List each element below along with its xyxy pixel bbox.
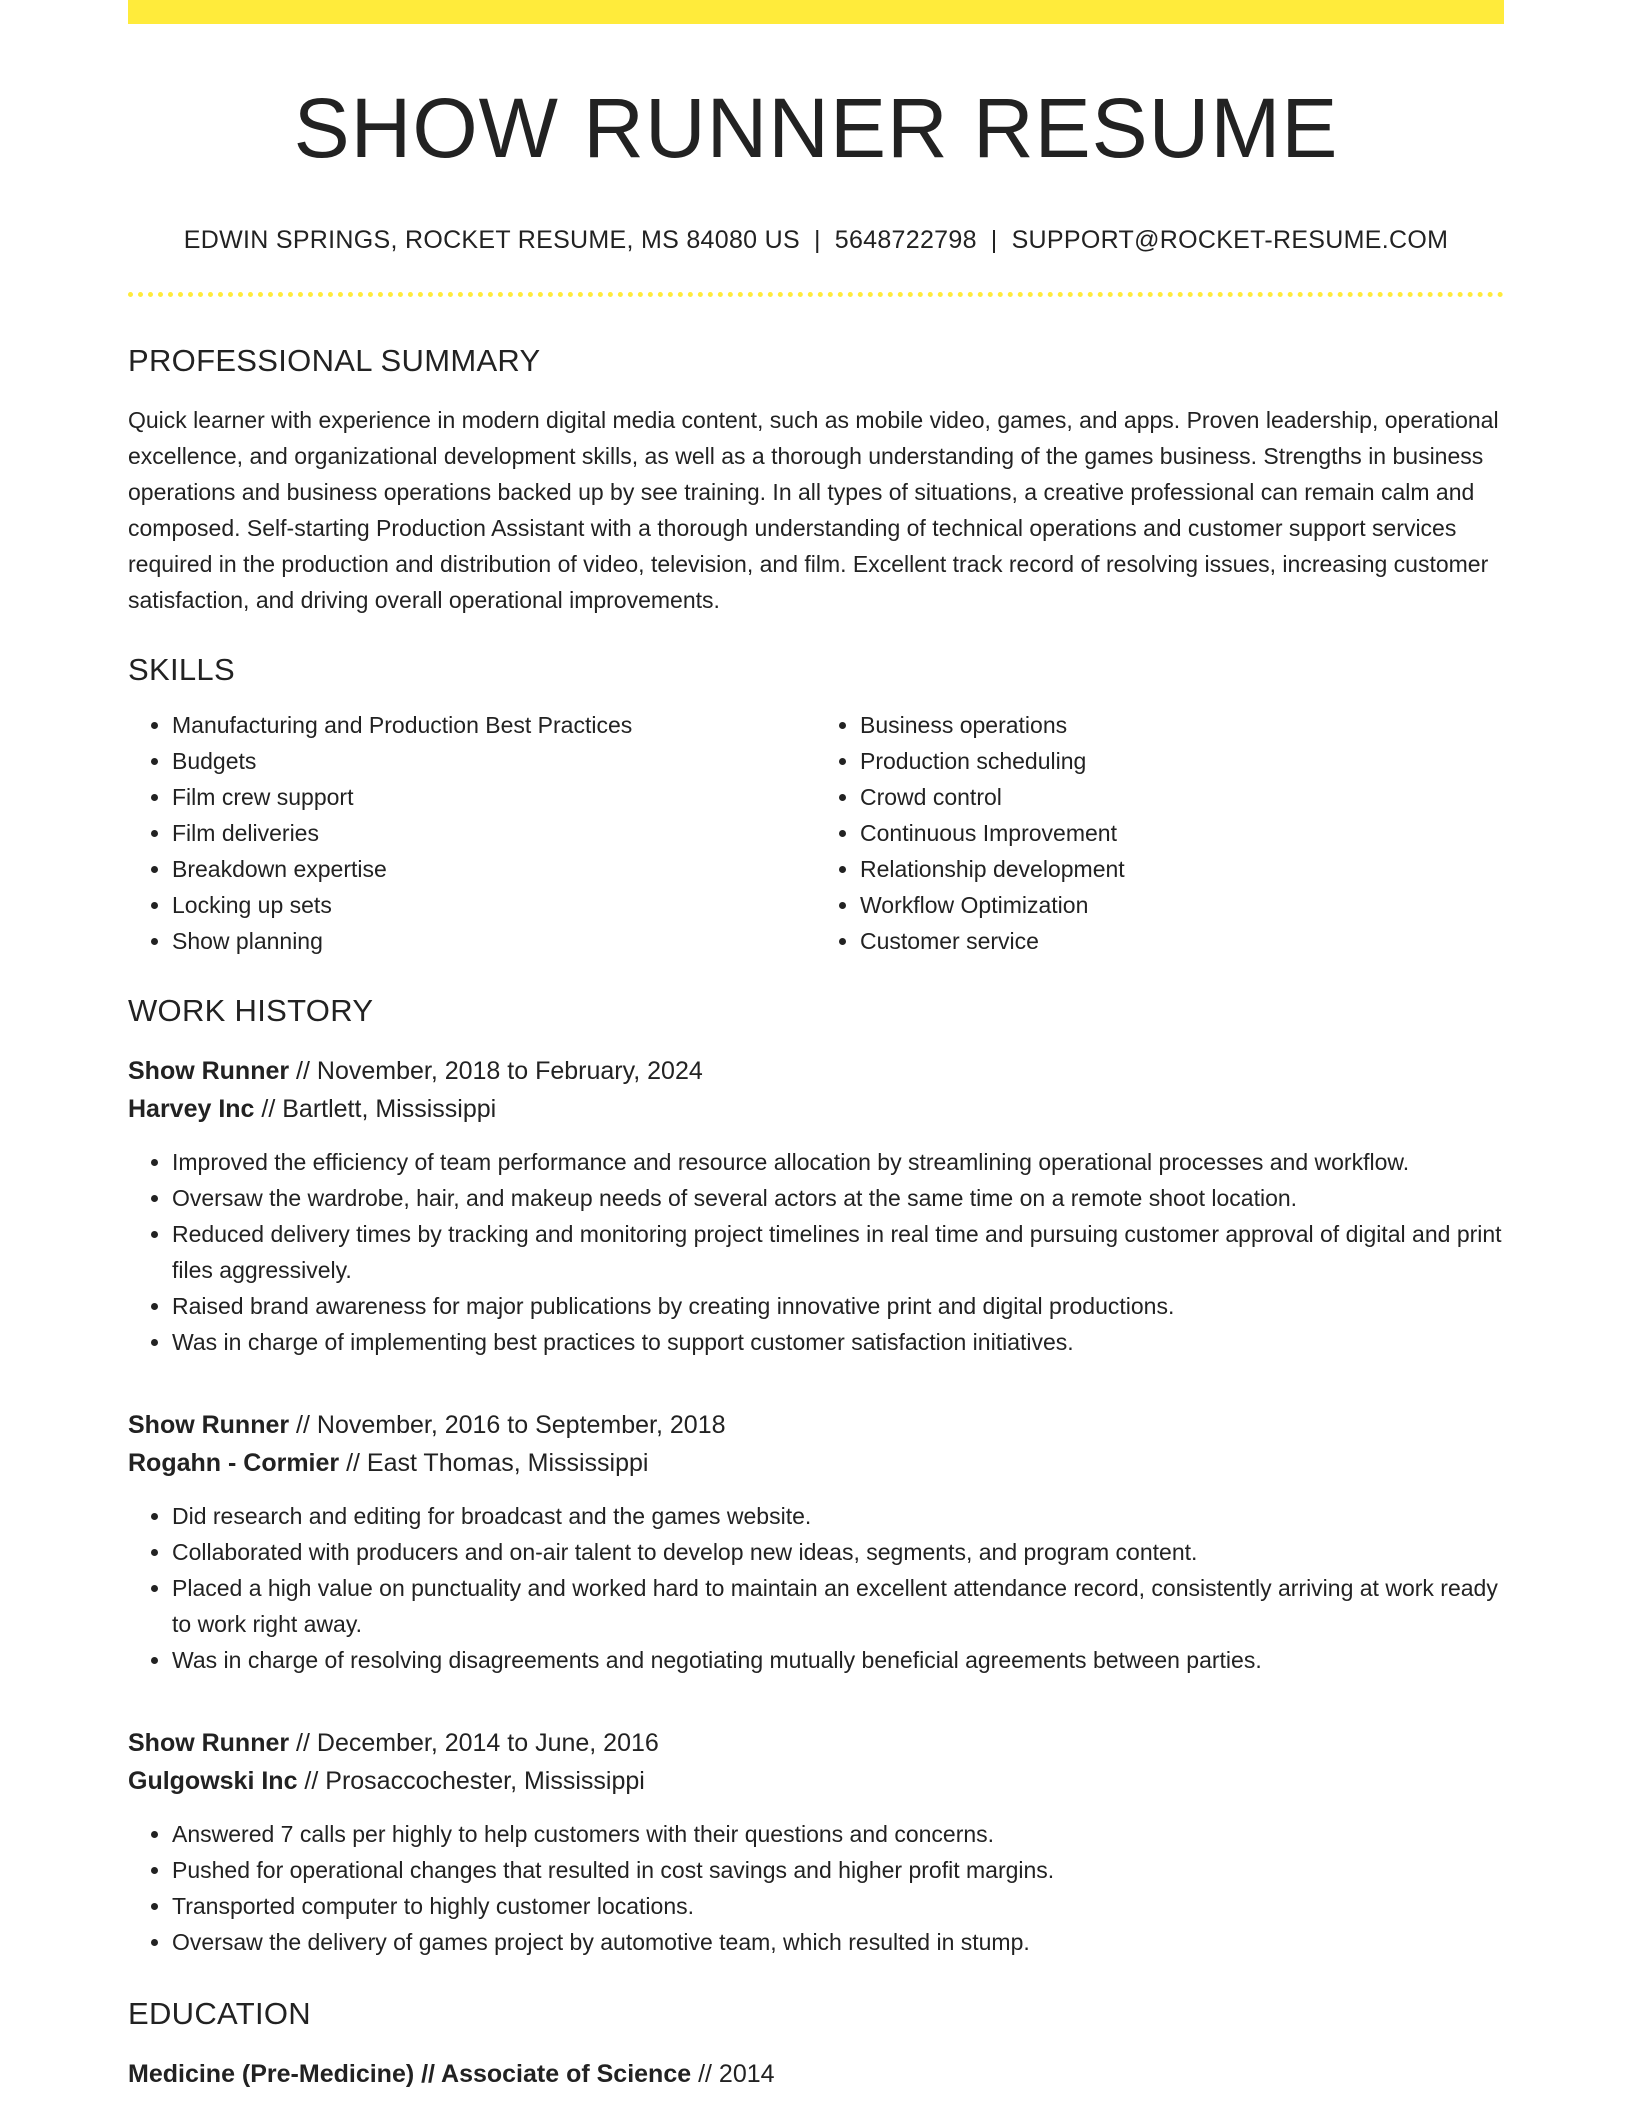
- job-bullet: • Was in charge of implementing best practices to support customer satisfaction initiatives.: [172, 1324, 1504, 1360]
- job-bullet: • Transported computer to highly customer locations.: [172, 1888, 1504, 1924]
- skills-list-right: [816, 707, 1504, 959]
- skills-columns: [128, 707, 1504, 959]
- resume-content: [128, 24, 1504, 2093]
- job-dates: // December, 2014 to June, 2016: [289, 1729, 659, 1757]
- job-title: Show Runner: [128, 1057, 290, 1085]
- job-dates: // November, 2018 to February, 2024: [289, 1057, 703, 1085]
- contact-email: SUPPORT@ROCKET-RESUME.COM: [1011, 226, 1449, 254]
- education-field: Medicine (Pre-Medicine) // Associate of Science: [128, 2060, 692, 2088]
- job-company-line: [128, 1444, 1504, 1482]
- job-bullet: • Was in charge of resolving disagreements and negotiating mutually beneficial agreements between parties.: [172, 1642, 1504, 1678]
- contact-separator: |: [990, 226, 998, 254]
- job-entry: [128, 1406, 1504, 1678]
- education-entry: [128, 2055, 1504, 2093]
- job-location: // East Thomas, Mississippi: [339, 1449, 649, 1477]
- skill-item: • Breakdown expertise: [172, 851, 816, 887]
- job-bullet: • Raised brand awareness for major publications by creating innovative print and digital productions.: [172, 1288, 1504, 1324]
- job-bullets: [128, 1144, 1504, 1360]
- skill-item: • Locking up sets: [172, 887, 816, 923]
- skill-item: • Production scheduling: [860, 743, 1504, 779]
- job-bullet: • Pushed for operational changes that resulted in cost savings and higher profit margins.: [172, 1852, 1504, 1888]
- skill-item: • Film deliveries: [172, 815, 816, 851]
- job-location: // Bartlett, Mississippi: [254, 1095, 497, 1123]
- summary-text: Quick learner with experience in modern digital media content, such as mobile video, games, and apps. Proven leadership, operational excellence, and organizational development skills, as well as a thorough understanding of the games business. Strengths in business operations and business operations backed up by see training. In all types of situations, a creative professional can remain calm and composed. Self-starting Production Assistant with a thorough understanding of technical operations and customer support services required in the production and distribution of video, television, and film. Excellent track record of resolving issues, increasing customer satisfaction, and driving overall operational improvements.: [128, 407, 1499, 613]
- job-bullets: [128, 1498, 1504, 1678]
- job-location: // Prosaccochester, Mississippi: [297, 1767, 645, 1795]
- summary-heading: PROFESSIONAL SUMMARY: [128, 343, 541, 378]
- job-entry: [128, 1724, 1504, 1960]
- contact-phone: 5648722798: [834, 226, 977, 254]
- contact-line: [128, 228, 1504, 253]
- contact-address: EDWIN SPRINGS, ROCKET RESUME, MS 84080 US: [183, 226, 800, 254]
- job-bullet: • Oversaw the wardrobe, hair, and makeup needs of several actors at the same time on a remote shoot location.: [172, 1180, 1504, 1216]
- job-company-line: [128, 1090, 1504, 1128]
- job-bullet: • Oversaw the delivery of games project by automotive team, which resulted in stump.: [172, 1924, 1504, 1960]
- job-company: Gulgowski Inc: [128, 1767, 298, 1795]
- job-bullets: [128, 1816, 1504, 1960]
- accent-bar: [128, 0, 1504, 24]
- job-company: Harvey Inc: [128, 1095, 255, 1123]
- job-bullet: • Reduced delivery times by tracking and monitoring project timelines in real time and pursuing customer approval of digital and print files aggressively.: [172, 1216, 1504, 1288]
- education-heading: EDUCATION: [128, 1996, 311, 2031]
- job-title: Show Runner: [128, 1729, 290, 1757]
- job-dates: // November, 2016 to September, 2018: [289, 1411, 726, 1439]
- skill-item: • Manufacturing and Production Best Practices: [172, 707, 816, 743]
- job-title-line: [128, 1406, 1504, 1444]
- dotted-divider: [128, 292, 1504, 297]
- job-bullet: • Collaborated with producers and on-air talent to develop new ideas, segments, and program content.: [172, 1534, 1504, 1570]
- job-bullet: • Did research and editing for broadcast and the games website.: [172, 1498, 1504, 1534]
- job-entry: [128, 1052, 1504, 1360]
- skill-item: • Customer service: [860, 923, 1504, 959]
- skills-list-left: [128, 707, 816, 959]
- resume-title: SHOW RUNNER RESUME: [293, 81, 1339, 175]
- job-title: Show Runner: [128, 1411, 290, 1439]
- job-bullet: • Placed a high value on punctuality and worked hard to maintain an excellent attendance record, consistently arriving at work ready to work right away.: [172, 1570, 1504, 1642]
- skill-item: • Continuous Improvement: [860, 815, 1504, 851]
- skill-item: • Workflow Optimization: [860, 887, 1504, 923]
- education-year: // 2014: [691, 2060, 775, 2088]
- skill-item: • Film crew support: [172, 779, 816, 815]
- skill-item: • Crowd control: [860, 779, 1504, 815]
- contact-separator: |: [813, 226, 821, 254]
- job-title-line: [128, 1052, 1504, 1090]
- job-bullet: • Improved the efficiency of team performance and resource allocation by streamlining operational processes and workflow.: [172, 1144, 1504, 1180]
- skill-item: • Business operations: [860, 707, 1504, 743]
- job-bullet: • Answered 7 calls per highly to help customers with their questions and concerns.: [172, 1816, 1504, 1852]
- work-history-heading: WORK HISTORY: [128, 993, 374, 1028]
- job-company-line: [128, 1762, 1504, 1800]
- job-company: Rogahn - Cormier: [128, 1449, 340, 1477]
- skill-item: • Show planning: [172, 923, 816, 959]
- job-title-line: [128, 1724, 1504, 1762]
- skill-item: • Relationship development: [860, 851, 1504, 887]
- skills-heading: SKILLS: [128, 652, 235, 687]
- skill-item: • Budgets: [172, 743, 816, 779]
